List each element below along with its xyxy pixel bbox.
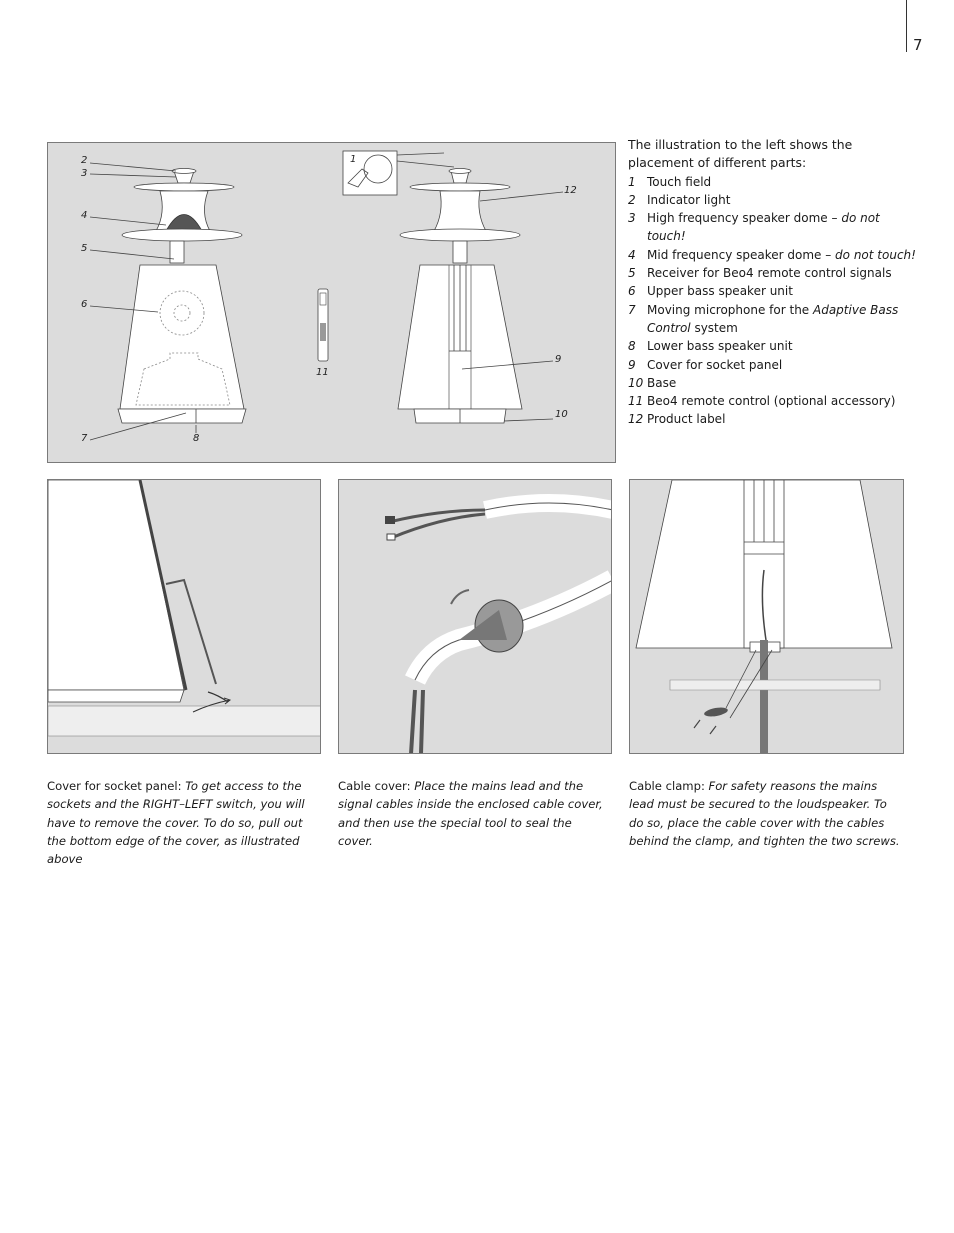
legend-item <box>628 209 918 246</box>
legend-item-text <box>647 337 918 355</box>
legend-item-text <box>647 264 918 282</box>
caption-title: Cover for socket panel: <box>47 779 186 793</box>
legend-item-label: Moving microphone for the <box>647 302 813 317</box>
speaker-drawing <box>48 143 616 463</box>
legend-item-text <box>647 356 918 374</box>
legend-item-number: 12 <box>628 412 644 427</box>
caption-socket-cover <box>47 777 319 868</box>
cable-cover-illustration <box>338 479 612 754</box>
legend-item <box>628 264 918 282</box>
legend-intro: The illustration to the left shows the placement of different parts: <box>628 137 853 171</box>
legend-item <box>628 191 918 209</box>
legend-item <box>628 392 918 410</box>
legend-item-number: 5 <box>628 266 636 281</box>
legend-item-number: 10 <box>628 375 644 390</box>
legend-item-label: Product label <box>647 412 726 427</box>
callout-6: 6 <box>81 299 88 310</box>
callout-5: 5 <box>81 243 88 254</box>
socket-cover-illustration <box>47 479 321 754</box>
legend-item-suffix: system <box>690 320 738 335</box>
legend-item-number: 4 <box>628 247 636 262</box>
legend-item-number: 1 <box>628 174 636 189</box>
legend-item-label: Beo4 remote control (optional accessory) <box>647 394 896 409</box>
legend-item-number: 9 <box>628 357 636 372</box>
legend-item-emphasis: Adaptive Bass Control <box>647 302 899 335</box>
legend-item-text <box>647 374 918 392</box>
legend-item <box>628 301 918 338</box>
legend-item-number: 7 <box>628 302 636 317</box>
caption-cable-cover <box>338 777 610 850</box>
legend-item-number: 6 <box>628 284 636 299</box>
remote-control-drawing <box>318 289 328 361</box>
callout-11: 11 <box>316 367 329 378</box>
callout-7: 7 <box>81 433 88 444</box>
legend-item <box>628 374 918 392</box>
callout-2: 2 <box>81 155 88 166</box>
page-number: 7 <box>913 36 923 54</box>
legend-item-label: Lower bass speaker unit <box>647 339 793 354</box>
legend-item-number: 3 <box>628 211 636 226</box>
speaker-front-view <box>118 169 246 424</box>
legend-item-label: Upper bass speaker unit <box>647 284 793 299</box>
page-rule <box>906 0 907 52</box>
legend-item <box>628 410 918 428</box>
caption-title: Cable cover: <box>338 779 415 793</box>
callout-3: 3 <box>81 168 88 179</box>
caption-body: For safety reasons the mains lead must be secured to the loudspeaker. To do so, place the cable cover with the cables behind the clamp, and tighten the two screws. <box>629 779 900 848</box>
callout-10: 10 <box>555 409 568 420</box>
cable-clamp-illustration <box>629 479 904 754</box>
legend-item-text <box>647 301 918 338</box>
legend-item <box>628 356 918 374</box>
legend-item-label: Receiver for Beo4 remote control signals <box>647 266 892 281</box>
legend-list <box>628 173 918 429</box>
caption-body: Place the mains lead and the signal cables inside the enclosed cable cover, and then use the special tool to seal the cover. <box>338 779 603 848</box>
legend-item <box>628 246 918 264</box>
legend-item-number: 2 <box>628 192 636 207</box>
legend-item <box>628 173 918 191</box>
legend-item-text <box>647 191 918 209</box>
legend-item-number: 11 <box>628 394 644 409</box>
legend-item-text <box>647 392 918 410</box>
legend-item-label: Cover for socket panel <box>647 357 783 372</box>
caption-title: Cable clamp: <box>629 779 709 793</box>
legend-item-label: Mid frequency speaker dome – <box>647 247 836 262</box>
callout-4: 4 <box>81 210 88 221</box>
legend-item-label: High frequency speaker dome – <box>647 211 842 226</box>
caption-body: To get access to the sockets and the RIGHT–LEFT switch, you will have to remove the cover. To do so, pull out the bottom edge of the cover, as illustrated above <box>47 779 305 867</box>
callout-9: 9 <box>555 354 562 365</box>
callout-8: 8 <box>193 433 200 444</box>
callout-12: 12 <box>564 185 577 196</box>
legend-item-text <box>647 173 918 191</box>
speaker-back-view <box>398 169 522 424</box>
legend-item <box>628 337 918 355</box>
legend-item-text <box>647 246 918 264</box>
legend-item-emphasis: do not touch! <box>835 247 916 262</box>
legend-item-text <box>647 282 918 300</box>
legend-item-text <box>647 410 918 428</box>
legend-item-text <box>647 209 918 246</box>
legend-item <box>628 282 918 300</box>
legend-item-number: 8 <box>628 339 636 354</box>
legend-item-label: Base <box>647 375 677 390</box>
speaker-parts-illustration <box>47 142 616 463</box>
caption-cable-clamp <box>629 777 901 850</box>
legend-item-label: Indicator light <box>647 192 731 207</box>
legend-item-label: Touch field <box>647 174 712 189</box>
legend-item-emphasis: do not touch! <box>647 211 880 244</box>
parts-legend <box>628 136 918 429</box>
callout-1: 1 <box>350 154 357 165</box>
